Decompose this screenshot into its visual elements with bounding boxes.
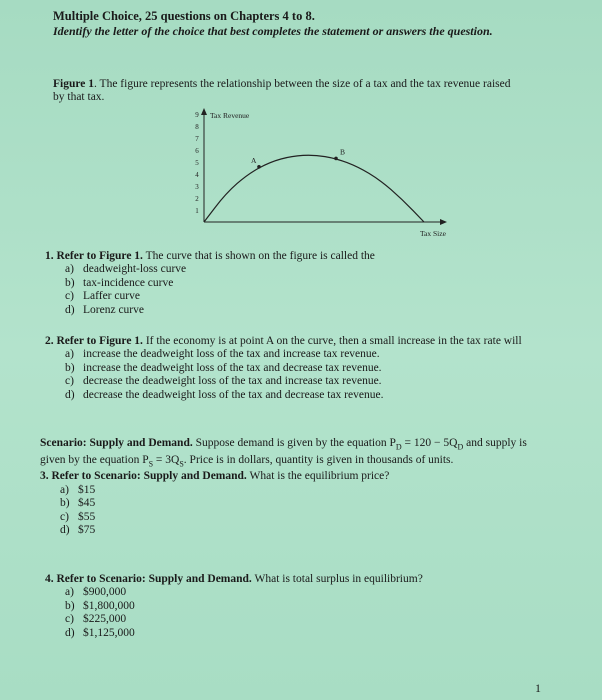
question-2 — [45, 335, 535, 402]
y-tick-label: 3 — [195, 183, 199, 191]
option-c[interactable]: c) Laffer curve — [65, 290, 140, 303]
question-2-stem — [45, 335, 535, 348]
question-1-text: The curve that is shown on the figure is called the — [142, 250, 375, 262]
x-axis-label: Tax Size — [420, 229, 446, 238]
laffer-chart — [170, 96, 450, 246]
question-3-stem — [40, 470, 540, 483]
option-b[interactable]: b) $1,800,000 — [65, 599, 135, 612]
option-a[interactable]: a) increase the deadweight loss of the tax and increase tax revenue. — [65, 348, 380, 361]
option-c[interactable]: c) decrease the deadweight loss of the tax and increase tax revenue. — [65, 375, 382, 388]
question-4-options — [65, 586, 545, 640]
y-tick-label: 8 — [195, 123, 199, 131]
y-tick-label: 1 — [195, 207, 199, 215]
figure-label: Figure 1 — [53, 78, 94, 90]
scenario-label: Scenario: Supply and Demand. — [40, 437, 193, 449]
scenario-and-question-3 — [40, 437, 540, 537]
option-a[interactable]: a) deadweight-loss curve — [65, 263, 187, 276]
exam-instructions: Identify the letter of the choice that best completes the statement or answers the question. — [53, 24, 493, 38]
question-1-ref: 1. Refer to Figure 1. — [45, 250, 143, 262]
option-a[interactable]: a) $900,000 — [65, 586, 127, 599]
exam-title: Multiple Choice, 25 questions on Chapters 4 to 8. — [53, 9, 315, 23]
option-c[interactable]: c) $55 — [60, 510, 96, 523]
question-2-text: If the economy is at point A on the curve, then a small increase in the tax rate will — [142, 335, 522, 347]
point-a — [257, 165, 261, 169]
question-1 — [45, 250, 545, 317]
point-a-label: A — [251, 155, 257, 165]
question-1-options — [65, 263, 545, 317]
y-tick-label: 6 — [195, 147, 199, 155]
option-d[interactable]: d) decrease the deadweight loss of the tax and decrease tax revenue. — [65, 388, 384, 401]
y-tick-label: 9 — [195, 111, 199, 119]
option-b[interactable]: b) increase the deadweight loss of the tax and decrease tax revenue. — [65, 361, 382, 374]
option-d[interactable]: d) $75 — [60, 524, 96, 537]
x-axis-arrow — [440, 219, 447, 225]
laffer-curve-line — [204, 155, 424, 222]
option-a[interactable]: a) $15 — [60, 483, 96, 496]
option-d[interactable]: d) $1,125,000 — [65, 626, 135, 639]
question-3-ref: 3. Refer to Scenario: Supply and Demand. — [40, 470, 247, 483]
y-axis-arrow — [201, 108, 207, 115]
y-tick-label: 4 — [195, 171, 199, 179]
option-b[interactable]: b) tax-incidence curve — [65, 276, 174, 289]
point-b-label: B — [340, 147, 346, 157]
y-tick-label: 5 — [195, 159, 199, 167]
page-number: 1 — [535, 681, 541, 695]
question-4-stem — [45, 573, 545, 586]
question-4-text: What is total surplus in equilibrium? — [251, 573, 423, 585]
question-4 — [45, 573, 545, 640]
y-tick-label: 7 — [195, 135, 199, 143]
option-b[interactable]: b) $45 — [60, 497, 96, 510]
question-2-ref: 2. Refer to Figure 1. — [45, 335, 143, 347]
option-c[interactable]: c) $225,000 — [65, 613, 127, 626]
point-b — [334, 157, 338, 161]
y-tick-label: 2 — [195, 195, 199, 203]
option-d[interactable]: d) Lorenz curve — [65, 303, 144, 316]
scenario-text: Scenario: Supply and Demand. Suppose demand is given by the equation $P_D = 120 - 5Q_D$ and supply is given by the equation $P_S = 3Q_S$. Price is in dollars, quantity is given in thousands of units. — [40, 437, 527, 468]
y-axis-label: Tax Revenue — [210, 111, 250, 120]
figure-caption-text: . The figure represents the relationship between the size of a tax and the tax revenue raised by that tax. — [53, 78, 511, 103]
question-4-ref: 4. Refer to Scenario: Supply and Demand. — [45, 573, 252, 585]
question-1-stem — [45, 250, 545, 263]
question-3-text: What is the equilibrium price? — [246, 470, 390, 483]
question-2-options — [65, 348, 535, 402]
question-3-options — [60, 484, 540, 538]
